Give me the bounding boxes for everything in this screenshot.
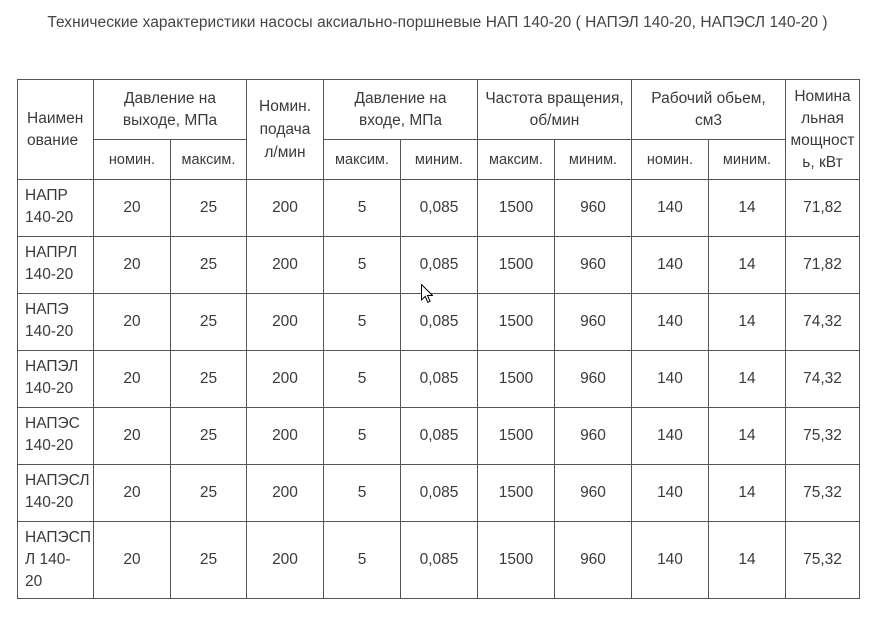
header-rotation-speed: Частота вращения, об/мин — [478, 80, 632, 140]
specifications-table — [17, 79, 860, 599]
subheader-inlet-max: максим. — [324, 140, 401, 180]
mouse-pointer-icon — [421, 284, 433, 303]
table-row — [18, 522, 860, 599]
nominal-flow: 200 — [247, 465, 324, 522]
table-row — [18, 237, 860, 294]
displacement-min: 14 — [709, 465, 786, 522]
nominal-flow: 200 — [247, 408, 324, 465]
rotation-speed-min: 960 — [555, 522, 632, 599]
rotation-speed-min: 960 — [555, 408, 632, 465]
header-inlet-pressure: Давление на входе, МПа — [324, 80, 478, 140]
rotation-speed-max: 1500 — [478, 294, 555, 351]
subheader-speed-min: миним. — [555, 140, 632, 180]
nominal-flow: 200 — [247, 294, 324, 351]
inlet-pressure-min: 0,085 — [401, 465, 478, 522]
subheader-outlet-max: максим. — [171, 140, 247, 180]
rotation-speed-max: 1500 — [478, 237, 555, 294]
header-outlet-pressure: Давление на выходе, МПа — [94, 80, 247, 140]
nominal-power: 75,32 — [786, 408, 860, 465]
rotation-speed-min: 960 — [555, 351, 632, 408]
rotation-speed-min: 960 — [555, 294, 632, 351]
rotation-speed-min: 960 — [555, 180, 632, 237]
displacement-min: 14 — [709, 294, 786, 351]
table-row — [18, 465, 860, 522]
displacement-min: 14 — [709, 180, 786, 237]
pump-model-name: НАПЭСЛ 140-20 — [18, 465, 94, 522]
inlet-pressure-max: 5 — [324, 351, 401, 408]
nominal-flow: 200 — [247, 180, 324, 237]
displacement-min: 14 — [709, 522, 786, 599]
outlet-pressure-max: 25 — [171, 351, 247, 408]
displacement-min: 14 — [709, 351, 786, 408]
outlet-pressure-max: 25 — [171, 180, 247, 237]
table-row — [18, 351, 860, 408]
outlet-pressure-nominal: 20 — [94, 237, 171, 294]
outlet-pressure-max: 25 — [171, 522, 247, 599]
outlet-pressure-nominal: 20 — [94, 522, 171, 599]
outlet-pressure-max: 25 — [171, 294, 247, 351]
outlet-pressure-max: 25 — [171, 465, 247, 522]
pump-model-name: НАПЭС 140-20 — [18, 408, 94, 465]
outlet-pressure-max: 25 — [171, 408, 247, 465]
displacement-nominal: 140 — [632, 408, 709, 465]
inlet-pressure-min: 0,085 — [401, 408, 478, 465]
subheader-outlet-nominal: номин. — [94, 140, 171, 180]
rotation-speed-max: 1500 — [478, 465, 555, 522]
subheader-speed-max: максим. — [478, 140, 555, 180]
inlet-pressure-min: 0,085 — [401, 294, 478, 351]
rotation-speed-max: 1500 — [478, 180, 555, 237]
displacement-nominal: 140 — [632, 294, 709, 351]
inlet-pressure-min: 0,085 — [401, 237, 478, 294]
inlet-pressure-max: 5 — [324, 408, 401, 465]
table-row — [18, 294, 860, 351]
nominal-power: 74,32 — [786, 294, 860, 351]
inlet-pressure-max: 5 — [324, 522, 401, 599]
outlet-pressure-nominal: 20 — [94, 465, 171, 522]
outlet-pressure-nominal: 20 — [94, 408, 171, 465]
displacement-nominal: 140 — [632, 237, 709, 294]
nominal-power: 74,32 — [786, 351, 860, 408]
nominal-power: 71,82 — [786, 180, 860, 237]
rotation-speed-min: 960 — [555, 237, 632, 294]
inlet-pressure-min: 0,085 — [401, 522, 478, 599]
rotation-speed-max: 1500 — [478, 408, 555, 465]
outlet-pressure-nominal: 20 — [94, 294, 171, 351]
pump-model-name: НАПРЛ 140-20 — [18, 237, 94, 294]
displacement-nominal: 140 — [632, 522, 709, 599]
inlet-pressure-max: 5 — [324, 180, 401, 237]
nominal-flow: 200 — [247, 351, 324, 408]
displacement-nominal: 140 — [632, 180, 709, 237]
inlet-pressure-max: 5 — [324, 237, 401, 294]
inlet-pressure-min: 0,085 — [401, 180, 478, 237]
nominal-power: 71,82 — [786, 237, 860, 294]
inlet-pressure-max: 5 — [324, 465, 401, 522]
outlet-pressure-nominal: 20 — [94, 180, 171, 237]
rotation-speed-max: 1500 — [478, 522, 555, 599]
table-row — [18, 180, 860, 237]
table-row — [18, 408, 860, 465]
header-displacement: Рабочий обьем, см3 — [632, 80, 786, 140]
displacement-nominal: 140 — [632, 351, 709, 408]
subheader-displacement-nominal: номин. — [632, 140, 709, 180]
nominal-flow: 200 — [247, 522, 324, 599]
subheader-inlet-min: миним. — [401, 140, 478, 180]
outlet-pressure-nominal: 20 — [94, 351, 171, 408]
header-nominal-flow: Номин. подача л/мин — [247, 80, 324, 180]
displacement-min: 14 — [709, 237, 786, 294]
header-name: Наимен ование — [18, 80, 94, 180]
displacement-min: 14 — [709, 408, 786, 465]
nominal-power: 75,32 — [786, 465, 860, 522]
displacement-nominal: 140 — [632, 465, 709, 522]
rotation-speed-min: 960 — [555, 465, 632, 522]
pump-model-name: НАПЭСП Л 140-20 — [18, 522, 94, 599]
page-title: Технические характеристики насосы аксиально-поршневые НАП 140-20 ( НАПЭЛ 140-20, НАПЭСЛ 140-20 ) — [47, 14, 828, 31]
pump-model-name: НАПР 140-20 — [18, 180, 94, 237]
inlet-pressure-max: 5 — [324, 294, 401, 351]
inlet-pressure-min: 0,085 — [401, 351, 478, 408]
rotation-speed-max: 1500 — [478, 351, 555, 408]
header-nominal-power: Номина льная мощност ь, кВт — [786, 80, 860, 180]
nominal-power: 75,32 — [786, 522, 860, 599]
pump-model-name: НАПЭЛ 140-20 — [18, 351, 94, 408]
pump-model-name: НАПЭ 140-20 — [18, 294, 94, 351]
nominal-flow: 200 — [247, 237, 324, 294]
outlet-pressure-max: 25 — [171, 237, 247, 294]
subheader-displacement-min: миним. — [709, 140, 786, 180]
